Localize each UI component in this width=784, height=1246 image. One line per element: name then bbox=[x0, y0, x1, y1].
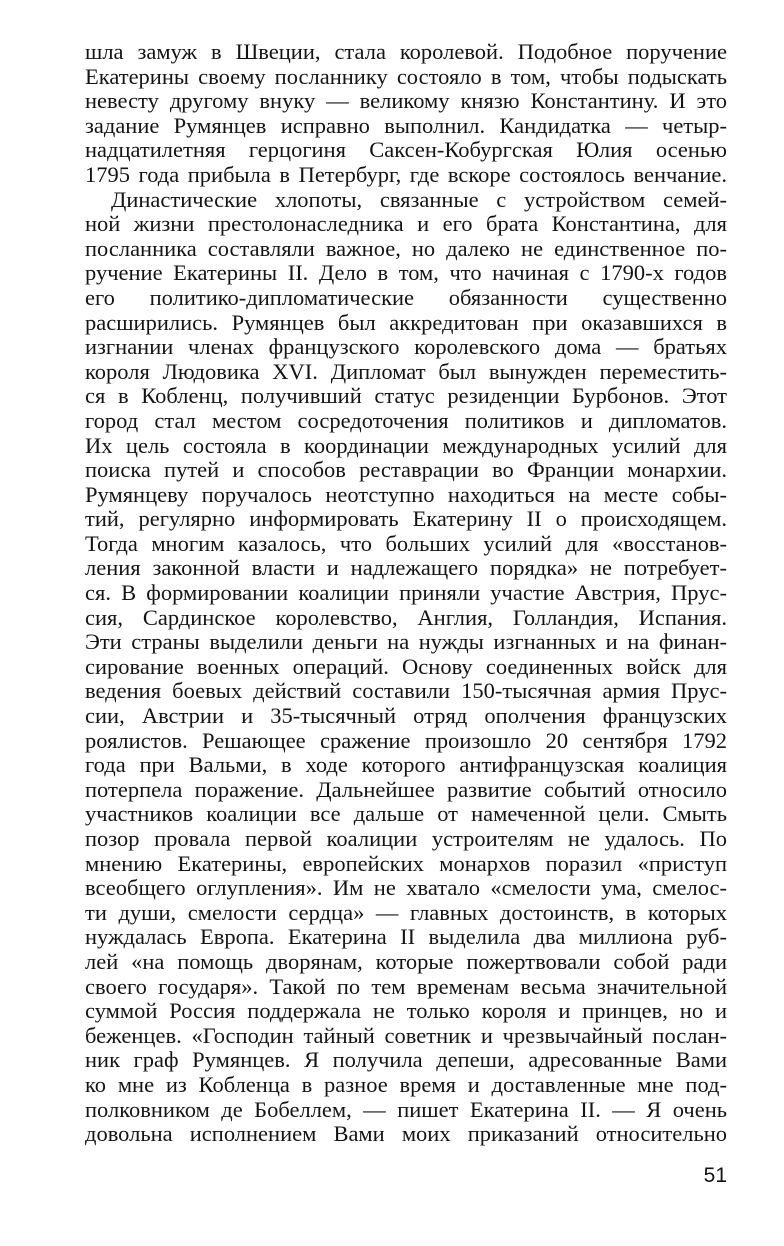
text-line: изгнании членах французского королевского дома — братьях bbox=[85, 334, 727, 360]
text-line: ся в Кобленц, получивший статус резиденции Бурбонов. Этот bbox=[85, 383, 727, 409]
text-line: ления законной власти и надлежащего порядка» не потребует- bbox=[85, 555, 727, 581]
text-line: всеобщего оглупления». Им не хватало «смелости ума, смелос- bbox=[85, 875, 727, 901]
text-line: ной жизни престолонаследника и его брата Константина, для bbox=[85, 211, 727, 237]
page-body-text bbox=[85, 40, 727, 1147]
text-line: невесту другому внуку — великому князю Константину. И это bbox=[85, 88, 727, 114]
page-number: 51 bbox=[703, 1164, 727, 1187]
text-line: сии, Австрии и 35-тысячный отряд ополчения французских bbox=[85, 703, 727, 729]
text-line: задание Румянцев исправно выполнил. Кандидатка — четыр- bbox=[85, 112, 727, 138]
text-line: шла замуж в Швеции, стала королевой. Подобное поручение bbox=[85, 39, 727, 64]
text-line: роялистов. Решающее сражение произошло 20 сентября 1792 bbox=[85, 727, 727, 753]
text-line: ся. В формировании коалиции приняли участие Австрия, Прус- bbox=[85, 580, 727, 606]
text-line: Румянцеву поручалось неотступно находиться на месте собы- bbox=[85, 481, 727, 507]
text-line: тий, регулярно информировать Екатерину II о происходящем. bbox=[85, 506, 727, 532]
text-line: ведения боевых действий составили 150-тысячная армия Прус- bbox=[85, 678, 727, 704]
text-line: довольна исполнением Вами моих приказаний относительно bbox=[85, 1121, 727, 1147]
text-line: своего государя». Такой по тем временам весьма значительной bbox=[85, 973, 727, 999]
text-line: потерпела поражение. Дальнейшее развитие событий относило bbox=[85, 776, 727, 802]
text-line: нуждалась Европа. Екатерина II выделила два миллиона руб- bbox=[85, 924, 727, 950]
text-line: позор провала первой коалиции устроителям не удалось. По bbox=[85, 826, 727, 851]
text-line: ко мне из Кобленца в разное время и доставленные мне под- bbox=[85, 1071, 727, 1097]
text-line: Тогда многим казалось, что больших усилий для «восстанов- bbox=[85, 530, 727, 556]
text-line: его политико-дипломатические обязанности существенно bbox=[85, 284, 727, 310]
text-line: ник граф Румянцев. Я получила депеши, адресованные Вами bbox=[85, 1047, 727, 1073]
text-line: мнению Екатерины, европейских монархов поразил «приступ bbox=[85, 850, 727, 876]
text-line: полковником де Бобеллем, — пишет Екатерина II. — Я очень bbox=[85, 1096, 727, 1122]
text-line: город стал местом сосредоточения политиков и дипломатов. bbox=[85, 407, 727, 433]
text-line: расширились. Румянцев был аккредитован при оказавшихся в bbox=[85, 309, 727, 335]
text-line: Эти страны выделили деньги на нужды изгнанных и на финан- bbox=[85, 629, 727, 655]
text-line: участников коалиции все дальше от намеченной цели. Смыть bbox=[85, 801, 727, 827]
text-line: посланника составляли важное, но далеко не единственное по- bbox=[85, 235, 727, 261]
text-line: короля Людовика XVI. Дипломат был вынужден переместить- bbox=[85, 358, 727, 384]
text-line: поиска путей и способов реставрации во Франции монархии. bbox=[85, 457, 727, 483]
text-line: сия, Сардинское королевство, Англия, Голландия, Испания. bbox=[85, 604, 727, 630]
paragraph-first-line: Династические хлопоты, связанные с устройством семей- bbox=[111, 186, 727, 212]
text-line: лей «на помощь дворянам, которые пожертвовали собой ради bbox=[85, 948, 727, 974]
text-line: Екатерины своему посланнику состояло в том, чтобы подыскать bbox=[85, 63, 727, 89]
text-line: Их цель состояла в координации международных усилий для bbox=[85, 432, 727, 458]
text-line: ручение Екатерины II. Дело в том, что начиная с 1790-х годов bbox=[85, 260, 727, 286]
text-line: надцатилетняя герцогиня Саксен-Кобургская Юлия осенью bbox=[85, 137, 727, 163]
text-line: года при Вальми, в ходе которого антифранцузская коалиция bbox=[85, 752, 727, 778]
text-line: беженцев. «Господин тайный советник и чрезвычайный послан- bbox=[85, 1022, 727, 1048]
text-line: суммой Россия поддержала не только короля и принцев, но и bbox=[85, 998, 727, 1024]
text-line: сирование военных операций. Основу соединенных войск для bbox=[85, 653, 727, 679]
text-line: ти души, смелости сердца» — главных достоинств, в которых bbox=[85, 899, 727, 925]
text-line: 1795 года прибыла в Петербург, где вскоре состоялось венчание. bbox=[85, 161, 727, 187]
